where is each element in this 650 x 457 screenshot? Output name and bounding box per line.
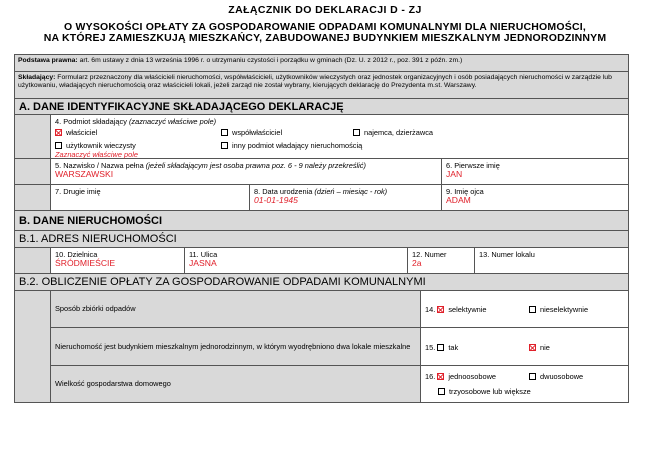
field-4-hint: (zaznaczyć właściwe pole) (128, 117, 217, 126)
submitters-row (15, 72, 628, 99)
q14-answers (421, 291, 628, 327)
selective-checkbox[interactable] (437, 306, 444, 313)
street-value: JASNA (189, 258, 217, 268)
document-header (0, 4, 650, 44)
q15-yes-option[interactable] (425, 343, 458, 352)
q15-no-label: nie (540, 343, 550, 352)
mark-note: Zaznaczyć właściwe pole (55, 150, 138, 159)
declaration-form (14, 54, 629, 403)
row-gutter (15, 115, 51, 158)
perpetual-user-checkbox[interactable] (55, 142, 62, 149)
single-person-checkbox[interactable] (437, 373, 444, 380)
field-10-label: 10. Dzielnica (55, 250, 98, 259)
q16-label: Wielkość gospodarstwa domowego (51, 366, 421, 402)
no-checkbox[interactable] (529, 344, 536, 351)
field-9-cell[interactable] (442, 185, 628, 210)
owner-checkbox[interactable] (55, 129, 62, 136)
q16-answers (421, 366, 628, 402)
field-4-row (15, 115, 628, 159)
q14-selective-option[interactable] (425, 305, 487, 314)
other-entity-checkbox[interactable] (221, 142, 228, 149)
field-6-label: 6. Pierwsze imię (446, 161, 500, 170)
option-co-owner[interactable] (221, 128, 282, 137)
field-12-cell[interactable] (408, 248, 475, 273)
q14-number: 14. (425, 305, 436, 314)
option-tenant-label: najemca, dzierżawca (364, 128, 434, 137)
row-gutter (15, 185, 51, 210)
submitters-text: Formularz przeznaczony dla właścicieli nieruchomości, współwłaścicieli, użytkowników wieczystych oraz jednostek organizacyjnych i osób posiadających nieruchomości w zarządzie lub użytkowaniu, władających nieruchomością oraz właścicieli lokali, jeżeli zarząd nie został wybrany, kierujących deklarację do Prezydenta m.st. Warszawy. (18, 74, 612, 89)
row-gutter (15, 291, 51, 402)
legal-basis-row (15, 55, 628, 72)
fields-5-6-row (15, 159, 628, 185)
fields-10-13-row (15, 248, 628, 274)
q16-single-label: jednoosobowe (448, 372, 497, 381)
three-or-more-checkbox[interactable] (438, 388, 445, 395)
legal-basis-label: Podstawa prawna: (18, 57, 78, 64)
field-13-label: 13. Numer lokalu (479, 250, 535, 259)
yes-checkbox[interactable] (437, 344, 444, 351)
option-other-entity-label: inny podmiot władający nieruchomością (232, 141, 363, 150)
q15-answers (421, 328, 628, 365)
field-8-cell[interactable] (250, 185, 442, 210)
field-9-label: 9. Imię ojca (446, 187, 484, 196)
option-tenant[interactable] (353, 128, 433, 137)
field-8-label: 8. Data urodzenia (254, 187, 313, 196)
two-person-checkbox[interactable] (529, 373, 536, 380)
tenant-checkbox[interactable] (353, 129, 360, 136)
legal-basis-text: art. 6m ustawy z dnia 13 września 1996 r. o utrzymaniu czystości i porządku w gminach (Dz. U. z 2012 r., poz. 391 z późn. zm.) (77, 57, 463, 64)
q15-no-option[interactable] (529, 343, 550, 352)
q16-three-option[interactable] (438, 387, 531, 396)
q15-number: 15. (425, 343, 436, 352)
q16-number: 16. (425, 372, 436, 381)
field-5-label: 5. Nazwisko / Nazwa pełna (55, 161, 144, 170)
first-name-value: JAN (446, 169, 463, 179)
field-5-cell[interactable] (51, 159, 442, 184)
q15-label: Nieruchomość jest budynkiem mieszkalnym jednorodzinnym, w którym wyodrębniono dwa lokale mieszkalne (51, 328, 421, 365)
b2-rows (51, 291, 628, 402)
field-4-label: 4. Podmiot składający (55, 117, 127, 126)
father-name-value: ADAM (446, 195, 471, 205)
q16-two-option[interactable] (529, 372, 583, 381)
document-subtitle-line-2: NA KTÓREJ ZAMIESZKUJĄ MIESZKAŃCY, ZABUDOWANEJ BUDYNKIEM MIESZKALNYM JEDNORODZINNYM (43, 32, 607, 44)
fields-7-9-row (15, 185, 628, 211)
section-b2-heading: B.2. OBLICZENIE OPŁATY ZA GOSPODAROWANIE ODPADAMI KOMUNALNYMI (15, 274, 628, 291)
field-7-label: 7. Drugie imię (55, 187, 101, 196)
field-5-hint: (jeżeli składającym jest osoba prawna poz. 6 - 9 należy przekreślić) (145, 161, 366, 170)
q14-nonselective-option[interactable] (529, 305, 588, 314)
field-6-cell[interactable] (442, 159, 628, 184)
nonselective-checkbox[interactable] (529, 306, 536, 313)
field-8-hint: (dzień – miesiąc - rok) (314, 187, 388, 196)
q16-three-label: trzyosobowe lub większe (449, 387, 531, 396)
row-gutter (15, 248, 51, 273)
option-perpetual-user-label: użytkownik wieczysty (66, 141, 136, 150)
q16-single-option[interactable] (425, 372, 496, 381)
district-value: ŚRÓDMIEŚCIE (55, 258, 116, 268)
field-13-cell[interactable] (475, 248, 628, 273)
field-12-label: 12. Numer (412, 250, 447, 259)
surname-value: WARSZAWSKI (55, 169, 114, 179)
document-subtitle-line-1: O WYSOKOŚCI OPŁATY ZA GOSPODAROWANIE ODPADAMI KOMUNALNYMI DLA NIERUCHOMOŚCI, (64, 21, 586, 33)
q15-row (51, 328, 628, 366)
b2-table (15, 291, 628, 402)
field-11-cell[interactable] (185, 248, 408, 273)
row-gutter (15, 159, 51, 184)
section-a-heading: A. DANE IDENTYFIKACYJNE SKŁADAJĄCEGO DEKLARACJĘ (15, 99, 628, 115)
q16-row (51, 366, 628, 402)
option-owner-label: właściciel (66, 128, 98, 137)
section-b-heading: B. DANE NIERUCHOMOŚCI (15, 211, 628, 231)
option-owner[interactable] (55, 128, 97, 137)
field-11-label: 11. Ulica (189, 250, 218, 259)
option-other-entity[interactable] (221, 141, 362, 150)
field-7-cell[interactable] (51, 185, 250, 210)
birth-date-value: 01-01-1945 (254, 195, 298, 205)
co-owner-checkbox[interactable] (221, 129, 228, 136)
number-value: 2a (412, 258, 422, 268)
q15-yes-label: tak (448, 343, 459, 352)
q14-label: Sposób zbiórki odpadów (51, 291, 421, 327)
q14-selective-label: selektywnie (448, 305, 487, 314)
document-title: ZAŁĄCZNIK DO DEKLARACJI D - ZJ (228, 4, 422, 16)
option-perpetual-user[interactable] (55, 141, 136, 150)
field-4-cell (51, 115, 628, 158)
section-b1-heading: B.1. ADRES NIERUCHOMOŚCI (15, 231, 628, 248)
q16-two-label: dwuosobowe (540, 372, 584, 381)
q14-row (51, 291, 628, 328)
field-10-cell[interactable] (51, 248, 185, 273)
submitters-label: Składający: (18, 74, 56, 81)
q14-nonselective-label: nieselektywnie (540, 305, 589, 314)
option-co-owner-label: współwłaściciel (232, 128, 283, 137)
